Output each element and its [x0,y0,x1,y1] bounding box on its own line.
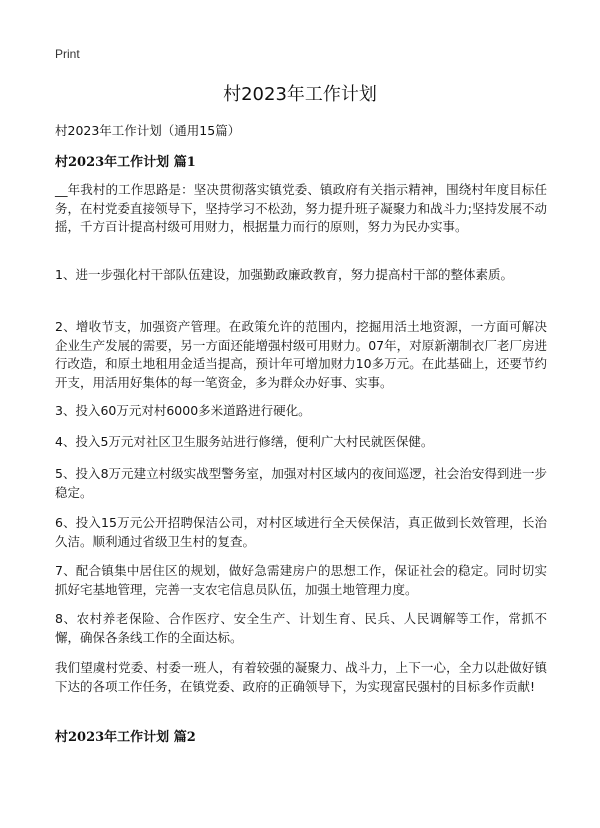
paragraph-item-6: 6、投入15万元公开招聘保洁公司，对村区域进行全天侯保洁，真正做到长效管理，长治久洁。顺利通过省级卫生村的复查。 [55,515,547,549]
page-title: 村2023年工作计划 [223,84,377,105]
paragraph-item-7: 7、配合镇集中居住区的规划，做好急需建房户的思想工作，保证社会的稳定。同时切实抓好宅基地管理，完善一支农宅信息员队伍，加强土地管理力度。 [55,563,547,597]
document-subtitle: 村2023年工作计划（通用15篇） [55,123,241,138]
section-heading-1: 村2023年工作计划 篇1 [55,155,196,170]
section-heading-2: 村2023年工作计划 篇2 [55,730,196,745]
paragraph-item-2: 2、增收节支，加强资产管理。在政策允许的范围内，挖掘用活土地资源，一方面可解决企业生产发展的需要，另一方面还能增强村级可用财力。07年，对原新潮制衣厂老厂房进行改造，和原土地租用金适当提高，预计年可增加财力10多万元。在此基础上，还要节约开支，用活用好集体的每一笔资金，多为群众办好事、实事。 [55,319,547,390]
paragraph-item-5: 5、投入8万元建立村级实战型警务室，加强对村区域内的夜间巡逻，社会治安得到进一步稳定。 [55,466,547,500]
paragraph-conclusion: 我们望虞村党委、村委一班人，有着较强的凝聚力、战斗力，上下一心，全力以赴做好镇下达的各项工作任务，在镇党委、政府的正确领导下，为实现富民强村的目标多作贡献! [55,660,547,694]
paragraph-item-4: 4、投入5万元对社区卫生服务站进行修缮，便利广大村民就医保健。 [55,434,434,449]
paragraph-item-3: 3、投入60万元对村6000多米道路进行硬化。 [55,403,311,418]
paragraph-intro: __年我村的工作思路是：坚决贯彻落实镇党委、镇政府有关指示精神，围绕村年度目标任务，在村党委直接领导下，坚持学习不松劲，努力提升班子凝聚力和战斗力;坚持发展不动摇，千方百计提高村级可用财力，根据量力而行的原则，努力为民办实事。 [55,182,547,234]
paragraph-item-8: 8、农村养老保险、合作医疗、安全生产、计划生育、民兵、人民调解等工作，常抓不懈，确保各条线工作的全面达标。 [55,611,547,645]
paragraph-item-1: 1、进一步强化村干部队伍建设，加强勤政廉政教育，努力提高村干部的整体素质。 [55,267,513,282]
print-label[interactable]: Print [55,47,80,61]
